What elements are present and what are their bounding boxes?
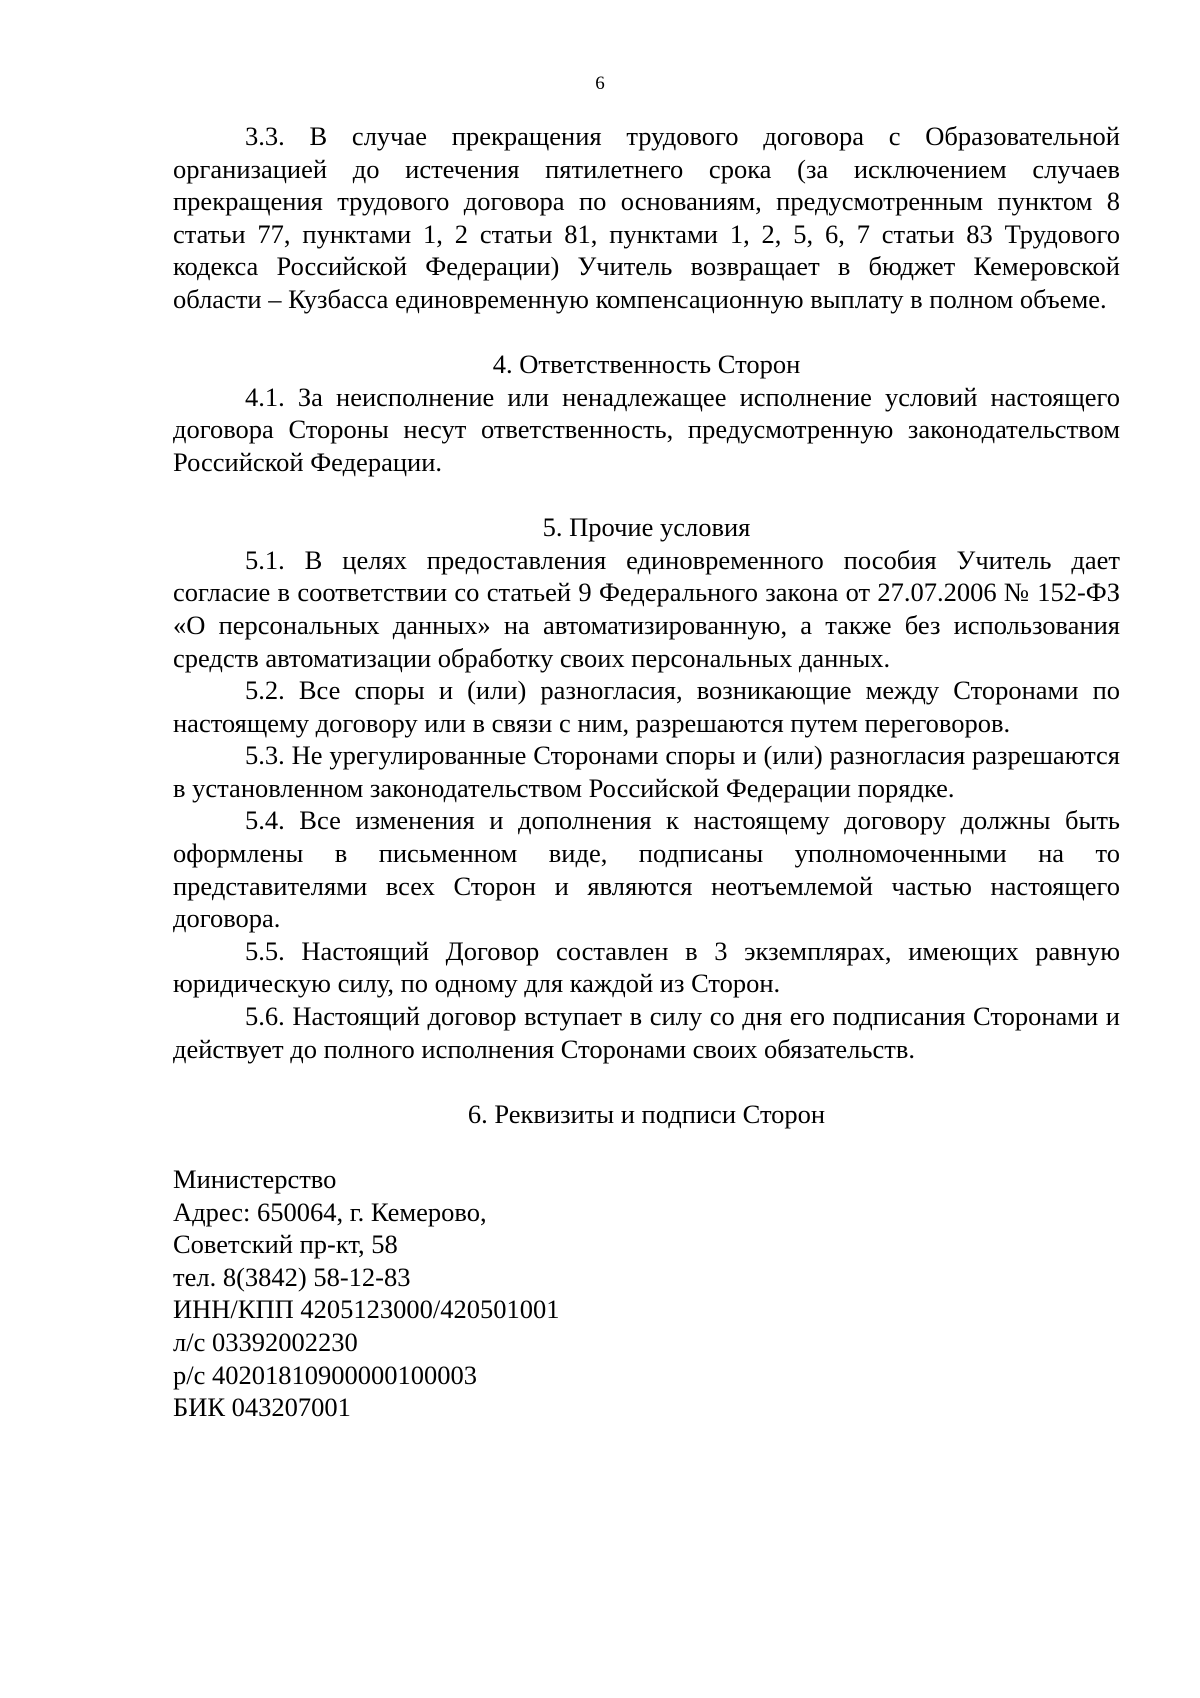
spacer	[173, 1065, 1120, 1098]
requisite-inn-kpp: ИНН/КПП 4205123000/420501001	[173, 1294, 560, 1325]
section-6-heading: 6. Реквизиты и подписи Сторон	[467, 1098, 826, 1129]
clause-5-3: 5.3. Не урегулированные Сторонами споры и (или) разногласия разрешаются в установленном законодательством Российской Федерации порядке.	[173, 740, 1120, 803]
page-number: 6	[595, 73, 605, 94]
requisite-bik: БИК 043207001	[173, 1392, 351, 1423]
requisite-address: Адрес: 650064, г. Кемерово,	[173, 1196, 487, 1227]
requisite-organization: Министерство	[173, 1164, 337, 1194]
clause-3-3: 3.3. В случае прекращения трудового договора с Образовательной организацией до истечения пятилетнего срока (за исключением случаев прекращения трудового договора по основаниям, предусмотренным пунктом 8 статьи 77, пунктами 1, 2 статьи 81, пунктами 1, 2, 5, 6, 7 статьи 83 Трудового кодекса Российской Федерации) Учитель возвращает в бюджет Кемеровской области – Кузбасса единовременную компенсационную выплату в полном объеме.	[173, 121, 1120, 314]
requisite-settlement-account: р/с 40201810900000100003	[173, 1359, 477, 1390]
clause-5-5: 5.5. Настоящий Договор составлен в 3 экземплярах, имеющих равную юридическую силу, по одному для каждой из Сторон.	[173, 935, 1120, 999]
clause-5-1: 5.1. В целях предоставления единовременного пособия Учитель дает согласие в соответствии со статьей 9 Федерального закона от 27.07.2006 № 152-ФЗ «О персональных данных» на автоматизированную, а также без использования средств автоматизации обработку своих персональных данных.	[173, 544, 1120, 673]
spacer	[173, 479, 1120, 512]
section-4-heading: 4. Ответственность Сторон	[492, 349, 801, 380]
requisite-street: Советский пр-кт, 58	[173, 1229, 398, 1260]
section-5-heading: 5. Прочие условия	[542, 512, 751, 543]
requisites-block	[173, 1163, 1120, 1424]
clause-5-4: 5.4. Все изменения и дополнения к настоящему договору должны быть оформлены в письменном виде, подписаны уполномоченными на то представителями всех Сторон и являются неотъемлемой частью настоящего договора.	[173, 805, 1120, 934]
clause-5-6: 5.6. Настоящий договор вступает в силу со дня его подписания Сторонами и действует до полного исполнения Сторонами своих обязательств.	[173, 1001, 1120, 1064]
spacer	[173, 1130, 1120, 1163]
clause-4-1: 4.1. За неисполнение или ненадлежащее исполнение условий настоящего договора Стороны несут ответственность, предусмотренную законодательством Российской Федерации.	[173, 381, 1120, 477]
clause-5-2: 5.2. Все споры и (или) разногласия, возникающие между Сторонами по настоящему договору или в связи с ним, разрешаются путем переговоров.	[173, 675, 1120, 738]
spacer	[173, 316, 1120, 349]
document-body	[173, 120, 1120, 1424]
requisite-personal-account: л/с 03392002230	[173, 1326, 358, 1357]
requisite-phone: тел. 8(3842) 58-12-83	[173, 1261, 411, 1292]
